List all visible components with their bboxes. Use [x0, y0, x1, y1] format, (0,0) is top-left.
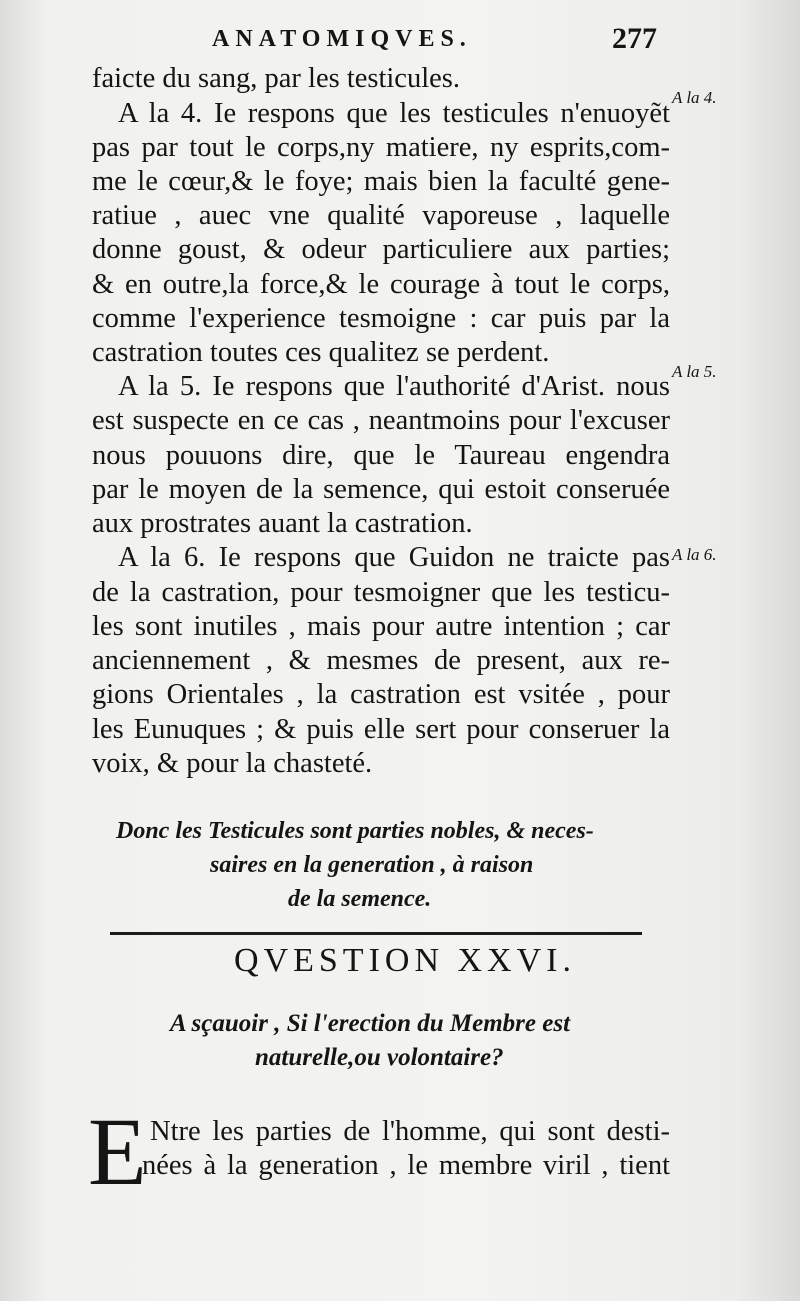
question-subtitle: A sçauoir , Si l'erection du Membre est [170, 1010, 571, 1037]
text-line: nées à la generation , le membre viril , tient [142, 1150, 670, 1181]
margin-note: A la 5. [672, 362, 717, 381]
text-line: donne goust, & odeur particuliere aux parties; [92, 234, 670, 265]
question-subtitle: naturelle,ou volontaire? [255, 1044, 504, 1071]
section-rule [110, 932, 642, 935]
text-line: gions Orientales , la castration est vsitée , pour [92, 679, 670, 710]
text-line: faicte du sang, par les testicules. [92, 63, 460, 94]
question-title: QVESTION XXVI. [234, 942, 576, 979]
drop-cap: E [88, 1098, 147, 1205]
text-line: A la 6. Ie respons que Guidon ne traicte pas [118, 542, 670, 573]
running-head: ANATOMIQVES. [212, 26, 472, 52]
text-line: castration toutes ces qualitez se perdent. [92, 337, 550, 368]
margin-note: A la 6. [672, 545, 717, 564]
text-line: aux prostrates auant la castration. [92, 508, 473, 539]
text-line: les sont inutiles , mais pour autre intention ; car [92, 611, 670, 642]
page-number: 277 [612, 22, 657, 55]
text-line: & en outre,la force,& le courage à tout le corps, [92, 269, 670, 300]
margin-note: A la 4. [672, 88, 717, 107]
text-line: Ntre les parties de l'homme, qui sont desti- [150, 1116, 670, 1147]
text-line: me le cœur,& le foye; mais bien la faculté gene- [92, 166, 670, 197]
conclusion-line: saires en la generation , à raison [210, 852, 534, 878]
text-line: nous pouuons dire, que le Taureau engendra [92, 440, 670, 471]
text-line: de la castration, pour tesmoigner que les testicu- [92, 577, 670, 608]
text-line: comme l'experience tesmoigne : car puis par la [92, 303, 670, 334]
text-line: A la 5. Ie respons que l'authorité d'Arist. nous [118, 371, 670, 402]
conclusion-line: de la semence. [288, 886, 432, 912]
text-line: est suspecte en ce cas , neantmoins pour l'excuser [92, 405, 670, 436]
page-header [0, 22, 800, 60]
text-line: anciennement , & mesmes de present, aux re- [92, 645, 670, 676]
text-line: pas par tout le corps,ny matiere, ny esprits,com- [92, 132, 670, 163]
conclusion-line: Donc les Testicules sont parties nobles, & neces- [116, 818, 594, 844]
text-line: ratiue , auec vne qualité vaporeuse , laquelle [92, 200, 670, 231]
text-line: A la 4. Ie respons que les testicules n'enuoyẽt [118, 98, 670, 129]
text-line: voix, & pour la chasteté. [92, 748, 373, 779]
text-line: par le moyen de la semence, qui estoit conseruée [92, 474, 670, 505]
text-line: les Eunuques ; & puis elle sert pour conseruer la [92, 714, 670, 745]
